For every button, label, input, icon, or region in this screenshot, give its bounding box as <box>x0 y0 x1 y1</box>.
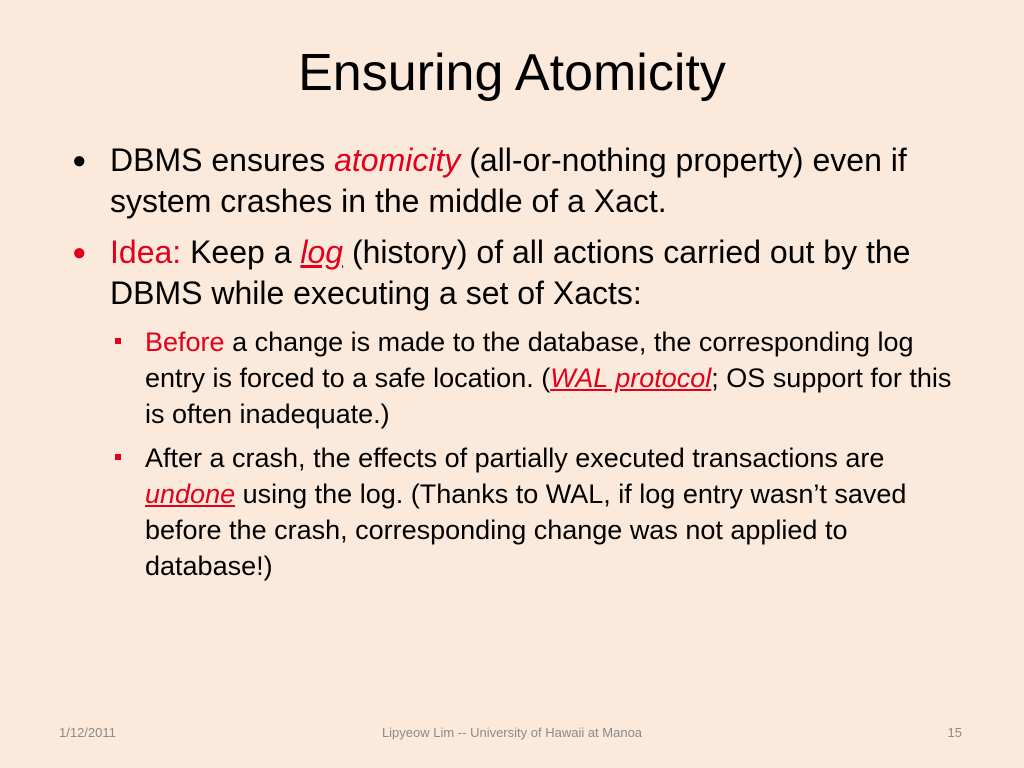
bullet-dot-icon: ● <box>72 239 87 266</box>
bullet-dot-icon: ● <box>72 147 87 174</box>
bullet-idea <box>72 232 970 314</box>
undone-keyword: undone <box>145 479 236 509</box>
sub2-text2: using the log. (Thanks to WAL, if log entry wasn’t saved before the crash, corresponding change was not applied to database!) <box>145 479 907 581</box>
bullet1-pre: DBMS ensures <box>110 142 335 178</box>
bullet-atomicity <box>72 140 970 222</box>
square-bullet-icon <box>115 454 121 460</box>
wal-protocol-link: WAL protocol <box>550 363 712 393</box>
sub1-text2: ; OS support for this is often inadequate.) <box>145 363 952 429</box>
sub1-text1: a change is made to the database, the corresponding log entry is forced to a safe location. ( <box>145 327 914 393</box>
sub2-text1: After a crash, the effects of partially executed transactions are <box>145 443 885 473</box>
bullet2-pre: Keep a <box>181 234 301 270</box>
bullet1-post: (all-or-nothing property) even if system crashes in the middle of a Xact. <box>110 142 907 219</box>
bullet2-post: (history) of all actions carried out by the DBMS while executing a set of Xacts: <box>110 234 911 311</box>
square-bullet-icon <box>115 338 121 344</box>
slide-title: Ensuring Atomicity <box>298 44 726 102</box>
log-keyword: log <box>300 234 344 270</box>
atomicity-keyword: atomicity <box>334 142 461 178</box>
footer-page-number: 15 <box>947 725 962 740</box>
footer-author: Lipyeow Lim -- University of Hawaii at Manoa <box>381 725 643 740</box>
slide-content <box>72 140 970 592</box>
footer-date: 1/12/2011 <box>59 725 116 740</box>
subbullet-after <box>145 440 970 584</box>
subbullet-before <box>145 324 970 432</box>
idea-label: Idea: <box>110 234 182 270</box>
before-keyword: Before <box>145 327 225 357</box>
